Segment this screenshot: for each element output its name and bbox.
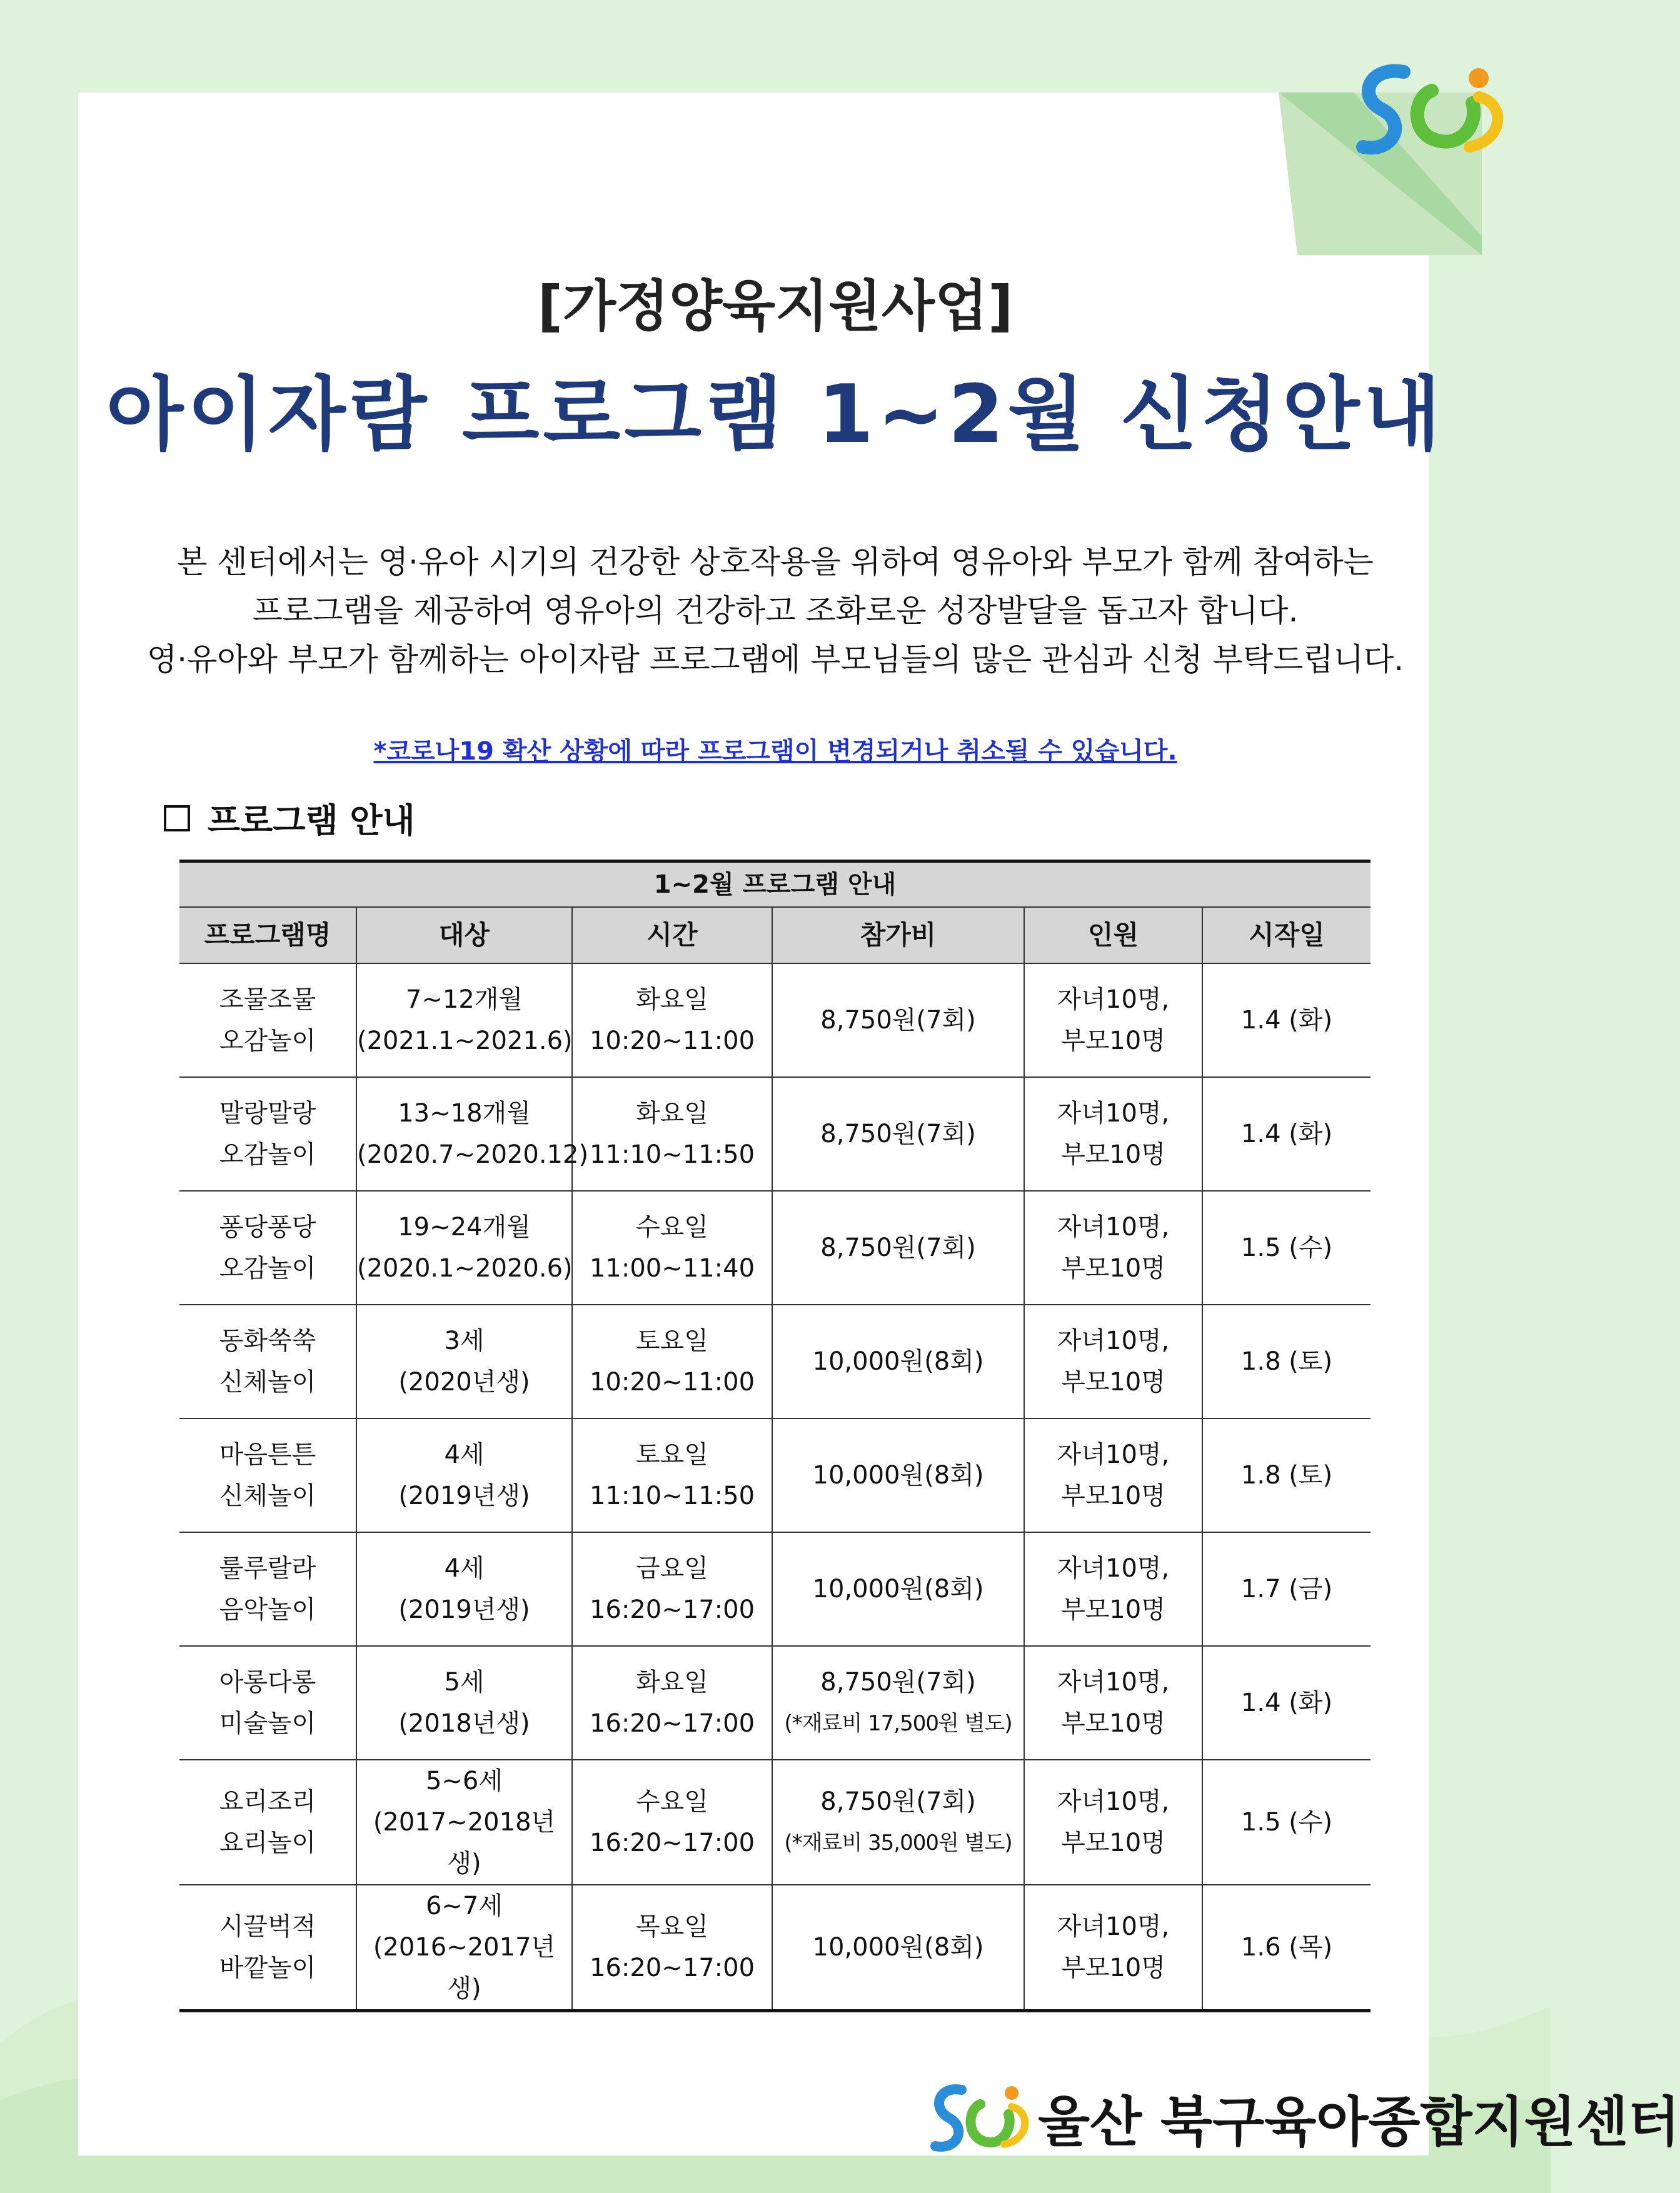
capacity-cell xyxy=(1024,963,1202,1077)
fee-cell xyxy=(772,1418,1024,1532)
target-text: 19~24개월 xyxy=(398,1213,531,1242)
target-cell xyxy=(356,1418,572,1532)
capacity-text: 부모10명 xyxy=(1061,1254,1165,1283)
capacity-text: 자녀10명, xyxy=(1057,1213,1170,1242)
time-cell xyxy=(572,1646,772,1760)
program-name-text: 음악놀이 xyxy=(219,1595,316,1624)
fee-cell xyxy=(772,1305,1024,1418)
fee-text: 10,000원(8회) xyxy=(812,1933,984,1962)
fee-cell xyxy=(772,1191,1024,1305)
target-text: (2019년생) xyxy=(398,1595,530,1624)
start-date-cell xyxy=(1202,963,1371,1077)
table-caption: 1~2월 프로그램 안내 xyxy=(179,861,1371,908)
time-text: 16:20~17:00 xyxy=(589,1829,755,1857)
target-text: (2016~2017년생) xyxy=(373,1933,556,2003)
column-header-capacity: 인원 xyxy=(1024,907,1202,963)
program-name-text: 신체놀이 xyxy=(219,1482,316,1510)
start-date-cell xyxy=(1202,1760,1371,1885)
table-row xyxy=(179,1077,1371,1191)
target-cell xyxy=(356,1885,572,2011)
capacity-cell xyxy=(1024,1077,1202,1191)
time-cell xyxy=(572,1760,772,1885)
target-text: 3세 xyxy=(444,1327,485,1355)
start-date-cell xyxy=(1202,1646,1371,1760)
time-text: 토요일 xyxy=(636,1327,708,1355)
fee-cell xyxy=(772,1885,1024,2011)
start-date-cell xyxy=(1202,1885,1371,2011)
capacity-cell xyxy=(1024,1760,1202,1885)
program-name-text: 퐁당퐁당 xyxy=(219,1213,316,1242)
capacity-cell xyxy=(1024,1885,1202,2011)
start-date-cell xyxy=(1202,1532,1371,1646)
fee-text: 10,000원(8회) xyxy=(812,1461,984,1490)
capacity-cell xyxy=(1024,1646,1202,1760)
time-text: 화요일 xyxy=(636,1099,708,1128)
program-name-text: 말랑말랑 xyxy=(219,1099,316,1128)
target-text: (2019년생) xyxy=(398,1482,530,1510)
time-text: 화요일 xyxy=(636,1668,708,1697)
start-date-text: 1.5 (수) xyxy=(1240,1233,1333,1262)
program-table xyxy=(179,860,1371,2012)
program-name-cell xyxy=(179,1646,356,1760)
time-cell xyxy=(572,1305,772,1418)
capacity-text: 부모10명 xyxy=(1061,1595,1165,1624)
fee-text: (*재료비 35,000원 별도) xyxy=(784,1830,1012,1855)
program-name-text: 오감놀이 xyxy=(219,1140,316,1169)
program-name-text: 오감놀이 xyxy=(219,1026,316,1055)
start-date-cell xyxy=(1202,1191,1371,1305)
fee-text: 8,750원(7회) xyxy=(820,1006,976,1035)
capacity-text: 부모10명 xyxy=(1061,1026,1165,1055)
capacity-text: 자녀10명, xyxy=(1057,1787,1170,1816)
fee-text: 10,000원(8회) xyxy=(812,1575,984,1603)
program-name-text: 룰루랄라 xyxy=(219,1554,316,1583)
start-date-cell xyxy=(1202,1418,1371,1532)
column-header-time: 시간 xyxy=(572,907,772,963)
target-text: (2020년생) xyxy=(398,1368,530,1397)
program-name-cell xyxy=(179,1191,356,1305)
program-name-text: 신체놀이 xyxy=(219,1368,316,1397)
page-title: 아이자람 프로그램 1~2월 신청안내 xyxy=(106,368,1445,461)
covid-notice: *코로나19 확산 상황에 따라 프로그램이 변경되거나 취소될 수 있습니다. xyxy=(373,737,1177,766)
start-date-text: 1.5 (수) xyxy=(1240,1808,1333,1837)
column-header-name: 프로그램명 xyxy=(179,907,356,963)
column-header-target: 대상 xyxy=(356,907,572,963)
program-name-text: 미술놀이 xyxy=(219,1709,316,1738)
center-logo-icon xyxy=(924,2074,1030,2162)
capacity-cell xyxy=(1024,1191,1202,1305)
capacity-text: 부모10명 xyxy=(1061,1368,1165,1397)
target-cell xyxy=(356,1646,572,1760)
program-name-cell xyxy=(179,1418,356,1532)
capacity-text: 부모10명 xyxy=(1061,1709,1165,1738)
time-text: 10:20~11:00 xyxy=(589,1368,755,1397)
capacity-cell xyxy=(1024,1532,1202,1646)
capacity-text: 자녀10명, xyxy=(1057,1440,1170,1469)
target-text: (2017~2018년생) xyxy=(373,1808,556,1878)
time-text: 목요일 xyxy=(636,1912,708,1941)
time-text: 금요일 xyxy=(636,1554,708,1583)
fee-text: 8,750원(7회) xyxy=(820,1787,976,1816)
capacity-text: 자녀10명, xyxy=(1057,1554,1170,1583)
target-text: 4세 xyxy=(444,1554,485,1583)
capacity-text: 부모10명 xyxy=(1061,1140,1165,1169)
table-row xyxy=(179,963,1371,1077)
target-cell xyxy=(356,1191,572,1305)
intro-line: 영·유아와 부모가 함께하는 아이자람 프로그램에 부모님들의 많은 관심과 신청 부탁드립니다. xyxy=(146,641,1404,678)
fee-text: (*재료비 17,500원 별도) xyxy=(784,1711,1012,1736)
time-text: 수요일 xyxy=(636,1213,708,1242)
table-row xyxy=(179,1191,1371,1305)
target-cell xyxy=(356,1077,589,1191)
target-text: 5세 xyxy=(444,1668,485,1697)
capacity-text: 부모10명 xyxy=(1061,1482,1165,1510)
program-name-text: 요리조리 xyxy=(219,1787,316,1816)
target-text: (2020.7~2020.12) xyxy=(357,1140,589,1169)
target-text: 4세 xyxy=(444,1440,485,1469)
table-row xyxy=(179,1532,1371,1646)
start-date-text: 1.8 (토) xyxy=(1240,1347,1333,1376)
program-name-cell xyxy=(179,1760,356,1885)
time-text: 10:20~11:00 xyxy=(589,1026,755,1055)
program-name-cell xyxy=(179,1077,356,1191)
capacity-text: 부모10명 xyxy=(1061,1829,1165,1857)
capacity-text: 자녀10명, xyxy=(1057,1912,1170,1941)
column-header-start-date: 시작일 xyxy=(1202,907,1371,963)
time-cell xyxy=(572,1885,772,2011)
column-header-fee: 참가비 xyxy=(772,907,1024,963)
time-text: 수요일 xyxy=(636,1787,708,1816)
table-row xyxy=(179,1646,1371,1760)
time-text: 11:10~11:50 xyxy=(589,1140,755,1169)
start-date-text: 1.7 (금) xyxy=(1240,1575,1333,1603)
capacity-cell xyxy=(1024,1418,1202,1532)
target-cell xyxy=(356,1305,572,1418)
intro-paragraph xyxy=(94,538,1457,684)
program-name-text: 아롱다롱 xyxy=(219,1668,316,1697)
target-text: 7~12개월 xyxy=(405,985,523,1014)
table-row xyxy=(179,1760,1371,1885)
start-date-text: 1.4 (화) xyxy=(1240,1120,1333,1148)
table-row xyxy=(179,1305,1371,1418)
time-cell xyxy=(572,1532,772,1646)
program-category: [가정양육지원사업] xyxy=(537,274,1014,338)
start-date-text: 1.4 (화) xyxy=(1240,1689,1333,1717)
capacity-text: 자녀10명, xyxy=(1057,1327,1170,1355)
time-cell xyxy=(572,1418,772,1532)
fee-text: 8,750원(7회) xyxy=(820,1233,976,1262)
section-heading xyxy=(164,794,415,842)
target-text: (2020.1~2020.6) xyxy=(357,1254,573,1283)
time-text: 16:20~17:00 xyxy=(589,1595,755,1624)
intro-line: 본 센터에서는 영·유아 시기의 건강한 상호작용을 위하여 영유아와 부모가 함께 참여하는 xyxy=(177,544,1374,580)
organization-name: 울산 북구육아종합지원센터 xyxy=(1038,2091,1680,2154)
target-text: 6~7세 xyxy=(425,1892,503,1920)
capacity-text: 자녀10명, xyxy=(1057,985,1170,1014)
program-name-cell xyxy=(179,1885,356,2011)
time-text: 16:20~17:00 xyxy=(589,1709,755,1738)
target-text: 13~18개월 xyxy=(398,1099,531,1128)
checkbox-bullet-icon xyxy=(164,805,190,831)
start-date-text: 1.8 (토) xyxy=(1240,1461,1333,1490)
capacity-cell xyxy=(1024,1305,1202,1418)
start-date-cell xyxy=(1202,1305,1371,1418)
program-name-text: 조물조물 xyxy=(219,985,316,1014)
start-date-cell xyxy=(1202,1077,1371,1191)
target-cell xyxy=(356,963,572,1077)
target-cell xyxy=(356,1532,572,1646)
fee-text: 8,750원(7회) xyxy=(820,1668,976,1697)
fee-text: 10,000원(8회) xyxy=(812,1347,984,1376)
time-cell xyxy=(572,1191,772,1305)
time-text: 11:10~11:50 xyxy=(589,1482,755,1510)
program-name-cell xyxy=(179,1305,356,1418)
time-text: 11:00~11:40 xyxy=(589,1254,755,1283)
target-cell xyxy=(356,1760,572,1885)
capacity-text: 부모10명 xyxy=(1061,1954,1165,1982)
program-name-text: 시끌벅적 xyxy=(219,1912,316,1941)
target-text: 5~6세 xyxy=(425,1767,503,1795)
program-name-text: 오감놀이 xyxy=(219,1254,316,1283)
target-text: (2018년생) xyxy=(398,1709,530,1738)
time-text: 16:20~17:00 xyxy=(589,1954,755,1982)
section-title: 프로그램 안내 xyxy=(208,801,415,840)
fee-cell xyxy=(772,1646,1024,1760)
start-date-text: 1.6 (목) xyxy=(1240,1933,1333,1962)
program-name-text: 동화쑥쑥 xyxy=(219,1327,316,1355)
program-name-cell xyxy=(179,1532,356,1646)
fee-text: 8,750원(7회) xyxy=(820,1120,976,1148)
intro-line: 프로그램을 제공하여 영유아의 건강하고 조화로운 성장발달을 돕고자 합니다. xyxy=(252,593,1299,629)
start-date-text: 1.4 (화) xyxy=(1240,1006,1333,1035)
fee-cell xyxy=(772,1532,1024,1646)
program-name-text: 마음튼튼 xyxy=(219,1440,316,1469)
program-name-cell xyxy=(179,963,356,1077)
time-text: 화요일 xyxy=(636,985,708,1014)
fee-cell xyxy=(772,1760,1024,1885)
capacity-text: 자녀10명, xyxy=(1057,1668,1170,1697)
program-name-text: 바깥놀이 xyxy=(219,1954,316,1982)
program-name-text: 요리놀이 xyxy=(219,1829,316,1857)
capacity-text: 자녀10명, xyxy=(1057,1099,1170,1128)
target-text: (2021.1~2021.6) xyxy=(357,1026,573,1055)
center-logo-icon xyxy=(1344,53,1513,166)
time-cell xyxy=(572,963,772,1077)
time-text: 토요일 xyxy=(636,1440,708,1469)
time-cell xyxy=(572,1077,772,1191)
table-row xyxy=(179,1418,1371,1532)
fee-cell xyxy=(772,1077,1024,1191)
fee-cell xyxy=(772,963,1024,1077)
table-row xyxy=(179,1885,1371,2011)
